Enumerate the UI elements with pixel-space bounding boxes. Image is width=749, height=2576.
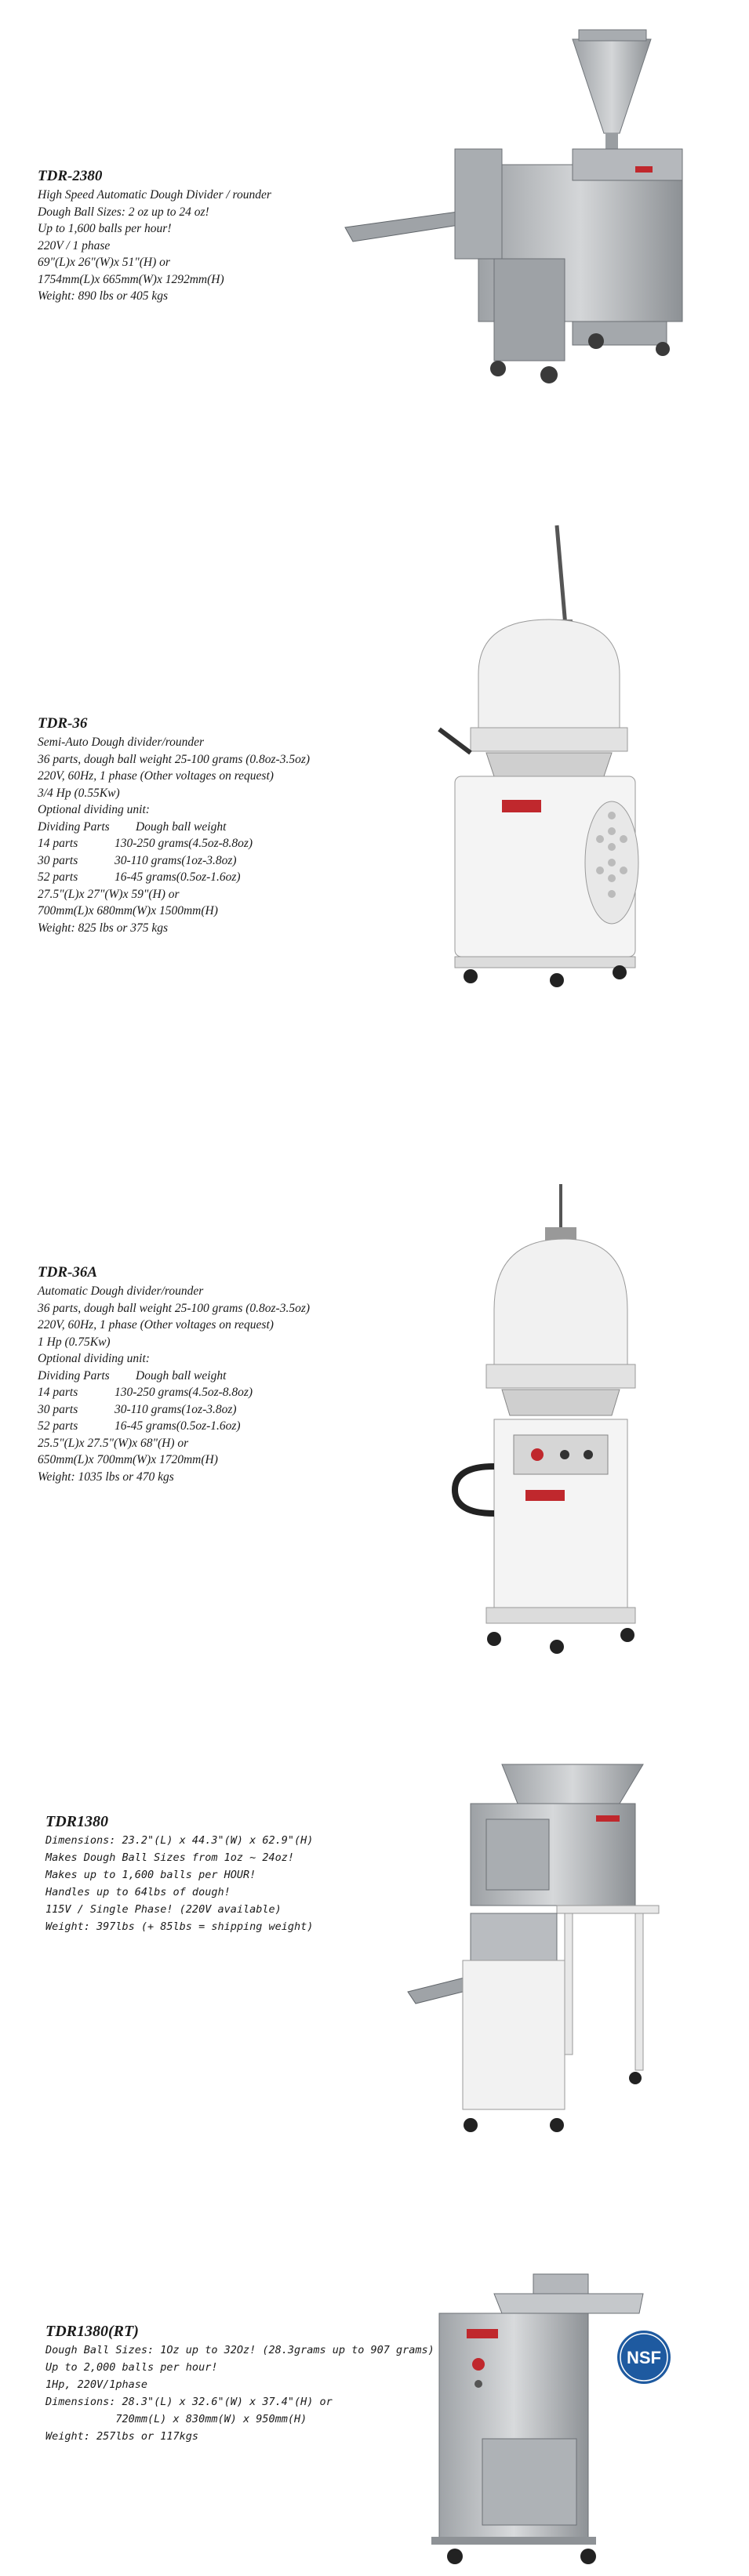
spec-line: 25.5"(L)x 27.5"(W)x 68"(H) or	[38, 1436, 189, 1450]
spec-line: 27.5"(L)x 27"(W)x 59"(H) or	[38, 887, 180, 901]
spec-line: Makes Dough Ball Sizes from 1oz ~ 24oz!	[45, 1851, 294, 1864]
table-cell: 52 parts	[38, 870, 78, 884]
spec-line: 1Hp, 220V/1phase	[45, 2378, 148, 2391]
spec-line: Weight: 257lbs or 117kgs	[45, 2430, 199, 2443]
spec-line: 220V / 1 phase	[38, 238, 111, 253]
spec-line: Dimensions: 23.2"(L) x 44.3"(W) x 62.9"(H)	[45, 1834, 314, 1847]
table-header-cell: Dough ball weight	[136, 819, 227, 834]
spec-line: 650mm(L)x 700mm(W)x 1720mm(H)	[38, 1453, 218, 1466]
tdr-36-machine-photo	[424, 518, 643, 988]
table-header-cell: Dough ball weight	[136, 1368, 227, 1382]
spec-line: 115V / Single Phase! (220V available)	[45, 1903, 282, 1916]
table-row	[38, 835, 310, 852]
spec-line: Makes up to 1,600 balls per HOUR!	[45, 1869, 256, 1881]
table-cell: 16-45 grams(0.5oz-1.6oz)	[115, 1419, 241, 1433]
spec-line: High Speed Automatic Dough Divider / rounder	[38, 188, 271, 202]
spec-line: Optional dividing unit:	[38, 803, 150, 816]
model-title: TDR1380(RT)	[45, 2323, 139, 2340]
spec-line: 720mm(L) x 830mm(W) x 950mm(H)	[45, 2413, 307, 2425]
table-cell: 30 parts	[38, 1402, 78, 1416]
spec-line: Automatic Dough divider/rounder	[38, 1284, 204, 1298]
spec-line: 3/4 Hp (0.55Kw)	[38, 786, 120, 800]
table-cell: 14 parts	[38, 837, 78, 850]
spec-line: 1754mm(L)x 665mm(W)x 1292mm(H)	[38, 272, 224, 286]
spec-line: Dough Ball Sizes: 2 oz up to 24 oz!	[38, 205, 209, 219]
spec-line: 700mm(L)x 680mm(W)x 1500mm(H)	[38, 904, 218, 917]
spec-line: Optional dividing unit:	[38, 1352, 150, 1365]
table-row	[38, 1384, 310, 1401]
tdr-36a-machine-photo	[439, 1184, 643, 1655]
spec-line: Dimensions: 28.3"(L) x 32.6"(W) x 37.4"(H) or	[45, 2396, 333, 2408]
spec-block	[38, 714, 310, 936]
model-title: TDR-36	[38, 715, 88, 732]
table-cell: 130-250 grams(4.5oz-8.8oz)	[115, 1386, 253, 1399]
spec-block	[38, 166, 271, 305]
table-row	[38, 1401, 310, 1419]
spec-line: Handles up to 64lbs of dough!	[45, 1886, 231, 1898]
spec-block	[45, 2321, 434, 2445]
table-header-row	[38, 1368, 310, 1385]
spec-line: 1 Hp (0.75Kw)	[38, 1335, 111, 1349]
nsf-certification-badge	[616, 2329, 672, 2385]
tdr-2380-machine-photo	[337, 24, 722, 408]
table-cell: 16-45 grams(0.5oz-1.6oz)	[115, 870, 241, 884]
spec-line: Dough Ball Sizes: 1Oz up to 32Oz! (28.3grams up to 907 grams)	[45, 2344, 434, 2356]
spec-line: Weight: 825 lbs or 375 kgs	[38, 921, 169, 935]
spec-line: Weight: 890 lbs or 405 kgs	[38, 289, 169, 303]
table-header-cell: Dividing Parts	[38, 1368, 110, 1382]
spec-line: 220V, 60Hz, 1 phase (Other voltages on request)	[38, 769, 274, 783]
table-cell: 52 parts	[38, 1419, 78, 1433]
table-cell: 30-110 grams(1oz-3.8oz)	[115, 1402, 237, 1416]
spec-line: 36 parts, dough ball weight 25-100 grams (0.8oz-3.5oz)	[38, 1301, 311, 1315]
spec-block	[45, 1811, 313, 1935]
table-header-cell: Dividing Parts	[38, 819, 110, 834]
spec-block	[38, 1263, 310, 1485]
table-cell: 30-110 grams(1oz-3.8oz)	[115, 853, 237, 867]
nsf-badge-label: NSF	[627, 2348, 661, 2367]
table-cell: 30 parts	[38, 853, 78, 867]
table-row	[38, 869, 310, 886]
spec-line: Weight: 397lbs (+ 85lbs = shipping weight)	[45, 1920, 314, 1933]
spec-line: Up to 2,000 balls per hour!	[45, 2361, 218, 2374]
table-cell: 130-250 grams(4.5oz-8.8oz)	[115, 837, 253, 850]
spec-line: 36 parts, dough ball weight 25-100 grams (0.8oz-3.5oz)	[38, 752, 311, 766]
spec-line: 220V, 60Hz, 1 phase (Other voltages on request)	[38, 1318, 274, 1332]
tdr1380rt-machine-photo	[424, 2258, 659, 2568]
spec-line: 69"(L)x 26"(W)x 51"(H) or	[38, 256, 170, 269]
table-header-row	[38, 819, 310, 836]
model-title: TDR-2380	[38, 168, 103, 184]
table-cell: 14 parts	[38, 1386, 78, 1399]
model-title: TDR1380	[45, 1813, 108, 1830]
table-row	[38, 1418, 310, 1435]
table-row	[38, 852, 310, 870]
tdr1380-machine-photo	[400, 1757, 667, 2149]
spec-line: Up to 1,600 balls per hour!	[38, 222, 172, 235]
spec-line: Semi-Auto Dough divider/rounder	[38, 736, 205, 749]
spec-line: Weight: 1035 lbs or 470 kgs	[38, 1470, 174, 1484]
model-title: TDR-36A	[38, 1264, 97, 1281]
